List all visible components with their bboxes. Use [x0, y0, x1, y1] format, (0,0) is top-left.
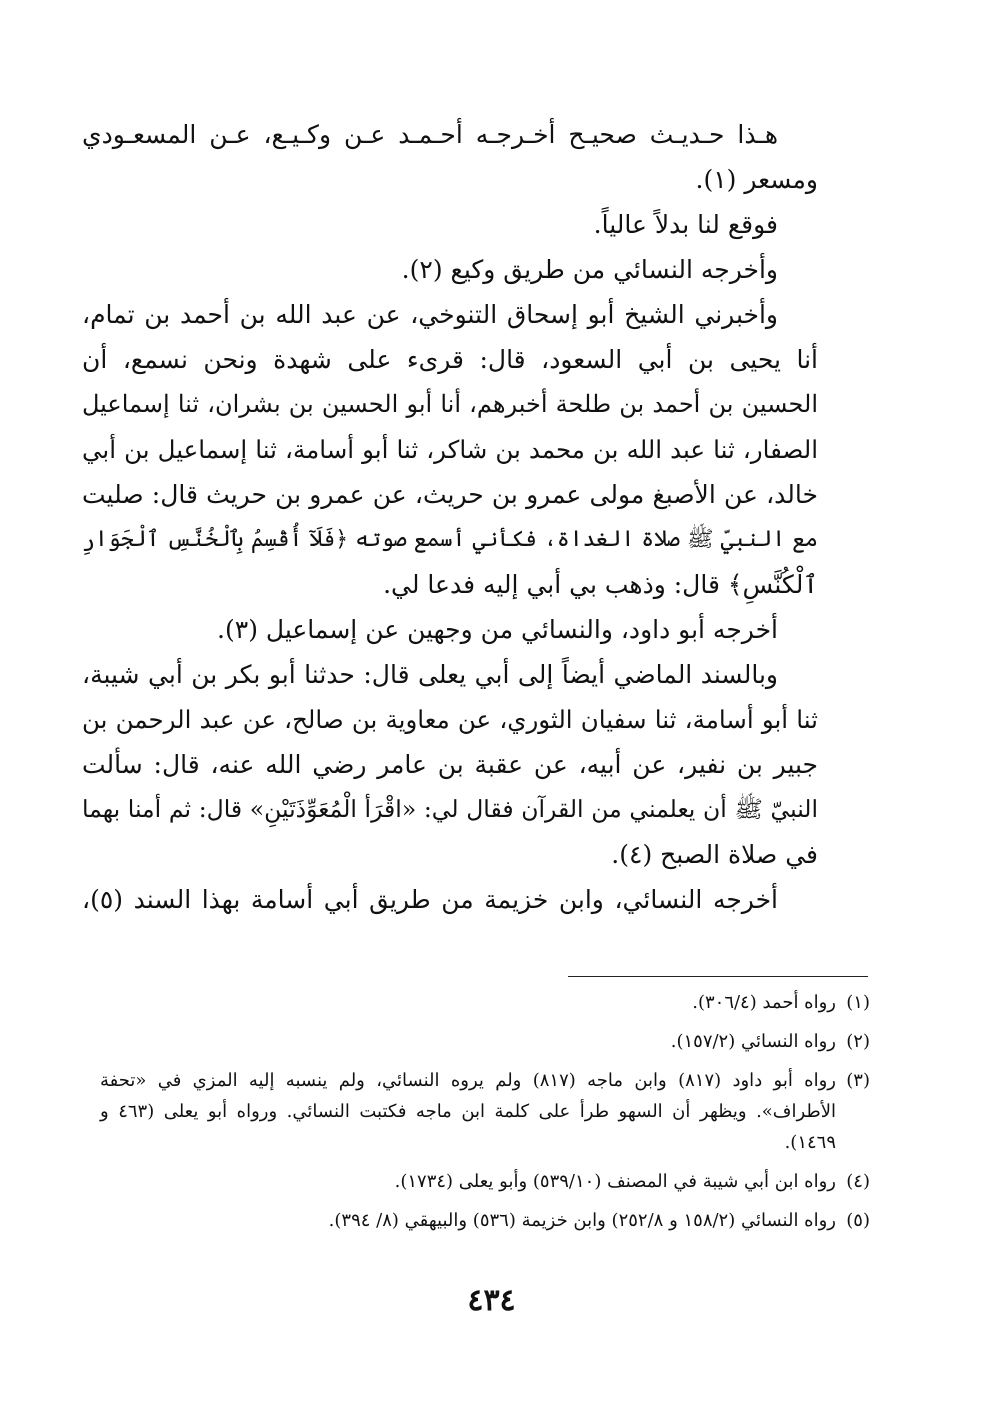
footnote-text: رواه ابن أبي شيبة في المصنف (٥٣٩/١٠) وأبو يعلى (١٧٣٤).: [394, 1171, 836, 1192]
text-line: هـذا حـديـث صحيـح أخـرجـه أحـمـد عـن وكـيـع، عـن المسعـودي: [82, 120, 778, 149]
text-line: وبالسند الماضي أيضاً إلى أبي يعلى قال: حدثنا أبو بكر بن أبي شيبة،: [82, 660, 778, 689]
text-line: ٱلْكُنَّسِ﴾ قال: وذهب بي أبي إليه فدعا لي.: [383, 570, 818, 599]
text-line: وأخرجه النسائي من طريق وكيع (٢).: [401, 255, 778, 284]
footnote-text: رواه النسائي (١٥٨/٢ و ٢٥٢/٨) وابن خزيمة (٥٣٦) والبيهقي (٨/ ٣٩٤).: [328, 1210, 836, 1231]
text-line: وأخبرني الشيخ أبو إسحاق التنوخي، عن عبد الله بن أحمد بن تمام،: [82, 300, 778, 329]
text-line: أنا يحيى بن أبي السعود، قال: قرىء على شهدة ونحن نسمع، أن: [82, 345, 818, 374]
footnote-number: (٣): [846, 1070, 870, 1091]
footnote-separator: [568, 976, 868, 977]
text-line: جبير بن نفير، عن أبيه، عن عقبة بن عامر رضي الله عنه، قال: سألت: [82, 750, 818, 779]
footnote-number: (١): [846, 992, 870, 1013]
text-line: أخرجه النسائي، وابن خزيمة من طريق أبي أسامة بهذا السند (٥)،: [82, 885, 779, 914]
footnote-number: (٢): [846, 1031, 870, 1052]
footnote-number: (٥): [846, 1210, 870, 1231]
text-line: الصفار، ثنا عبد الله بن محمد بن شاكر، ثنا أبو أسامة، ثنا إسماعيل بن أبي: [82, 435, 818, 464]
footnote-text: رواه أبو داود (٨١٧) وابن ماجه (٨١٧) ولم يروه النسائي، ولم ينسبه إليه المزي في «تحفة الأطراف». ويظهر أن السهو طرأ على كلمة ابن ماجه فكتبت النسائي. ورواه أبو يعلى (٤٦٣ و ١٤٦٩).: [100, 1070, 836, 1153]
text-line: الحسين بن أحمد بن طلحة أخبرهم، أنا أبو الحسين بن بشران، ثنا إسماعيل: [82, 390, 818, 418]
footnote: [100, 987, 870, 1018]
footnote: [100, 1026, 870, 1057]
footnote: [100, 1205, 870, 1236]
text-line: خالد، عن الأصبغ مولى عمرو بن حريث، عن عمرو بن حريث قال: صليت: [82, 480, 818, 509]
text-line: ثنا أبو أسامة، ثنا سفيان الثوري، عن معاوية بن صالح، عن عبد الرحمن بن: [82, 705, 818, 734]
main-text: [82, 112, 818, 922]
footnote-text: رواه أحمد (٣٠٦/٤).: [692, 992, 836, 1013]
footnote-text: رواه النسائي (١٥٧/٢).: [670, 1031, 836, 1052]
page-number: ٤٣٤: [467, 1283, 516, 1318]
text-line: النبيّ ﷺ أن يعلمني من القرآن فقال لي: «اقْرَأ الْمُعَوِّذَتَيْنِ» قال: ثم أمنا بهما: [82, 795, 818, 823]
text-line: ومسعر (١).: [695, 165, 818, 194]
text-line: مع النبيّ ﷺ صلاة الغداة، فكأني أسمع صوته ﴿فَلَآ أُقْسِمُ بِٱلْخُنَّسِ ٱلْجَوَارِ: [82, 527, 818, 552]
text-line: في صلاة الصبح (٤).: [611, 840, 818, 869]
text-line: فوقع لنا بدلاً عالياً.: [593, 210, 778, 239]
footnote: [100, 1065, 870, 1158]
footnotes: [100, 987, 870, 1244]
footnote: [100, 1166, 870, 1197]
footnote-number: (٤): [846, 1171, 870, 1192]
text-line: أخرجه أبو داود، والنسائي من وجهين عن إسماعيل (٣).: [217, 615, 778, 644]
